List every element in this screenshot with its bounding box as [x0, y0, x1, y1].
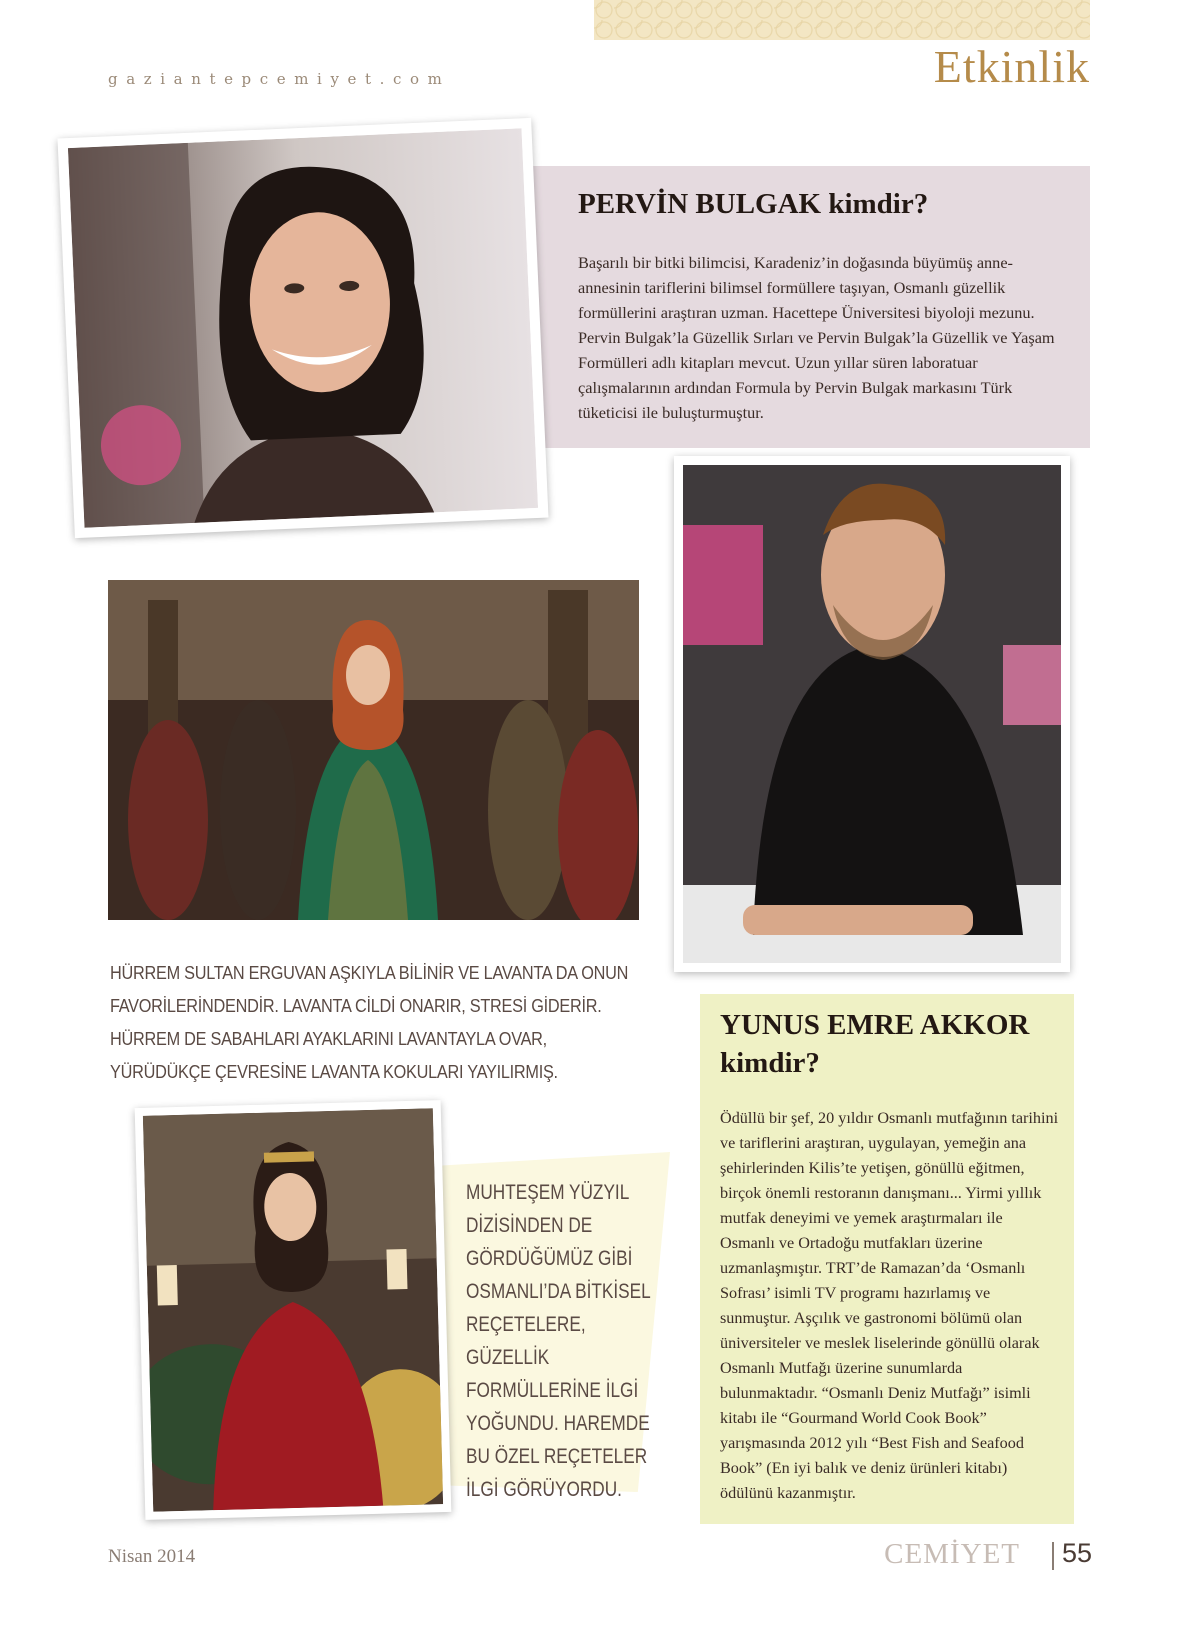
profile-box-yunus — [700, 994, 1074, 1524]
profile-text-pervin: Başarılı bir bitki bilimcisi, Karadeniz’in doğasında büyümüş anne-annesinin tariflerini bilimsel formüllere taşıyan, Osmanlı güzellik formüllerini araştıran uzman. Hacettepe Üniversitesi biyoloji mezunu. Pervin Bulgak’la Güzellik Sırları ve Pervin Bulgak’la Güzellik ve Yaşam Formülleri adlı kitapları mevcut. Uzun yıllar süren laboratuar çalışmalarının ardından Formula by Pervin Bulgak markasını Türk tüketicisi ile buluşturmuştur. — [578, 253, 1055, 422]
caption-hurrem: HÜRREM SULTAN ERGUVAN AŞKIYLA BİLİNİR VE LAVANTA DA ONUN FAVORİLERİNDENDİR. LAVANTA CİLDİ ONARIR, STRESİ GİDERİR. HÜRREM DE SABAHLARI AYAKLARINI LAVANTAYLA OVAR, YÜRÜDÜKÇE ÇEVRESİNE LAVANTA KOKULARI YAYILIRMIŞ. — [110, 962, 629, 1082]
site-url: gaziantepcemiyet.com — [108, 70, 451, 88]
photo-harem-woman — [135, 1100, 452, 1520]
caption-harem: MUHTEŞEM YÜZYIL DİZİSİNDEN DE GÖRDÜĞÜMÜZ GİBİ OSMANLI’DA BİTKİSEL REÇETELERE, GÜZELLİK FORMÜLLERİNE İLGİ YOĞUNDU. HAREMDE BU ÖZEL REÇETELER İLGİ GÖRÜYORDU. — [466, 1181, 651, 1501]
hurrem-scene-image — [108, 580, 639, 920]
portrait-woman-image — [68, 128, 538, 527]
portrait-man-image — [683, 465, 1061, 963]
profile-title-pervin: PERVİN BULGAK kimdir? — [578, 188, 929, 220]
photo-pervin-bulgak — [58, 118, 549, 538]
page-number: 55 — [1062, 1538, 1093, 1568]
photo-yunus-emre-akkor — [674, 456, 1070, 972]
photo-hurrem-scene — [108, 580, 639, 920]
profile-box-pervin — [530, 166, 1090, 448]
footer-brand: CEMİYET — [884, 1538, 1020, 1570]
profile-text-yunus: Ödüllü bir şef, 20 yıldır Osmanlı mutfağının tarihini ve tariflerini araştıran, uygulayan, yemeğin ana şehirlerinden Kilis’te yetişen, gönüllü eğitmen, birçok önemli restoranın danışmanı... Yirmi yıllık mutfak deneyimi ve yemek araştırmaları ile Osmanlı ve Ortadoğu mutfakları üzerine uzmanlaşmıştır. TRT’de Ramazan’da ‘Osmanlı Sofrası’ isimli TV programı hazırlamış ve sunmuştur. Aşçılık ve gastronomi bölümü olan üniversiteler ve meslek liselerinde gönüllü olarak Osmanlı Mutfağı üzerine sunumlarda bulunmaktadır. “Osmanlı Deniz Mutfağı” isimli kitabı ile “Gourmand World Cook Book” yarışmasında 2012 yılı “Best Fish and Seafood Book” (En iyi balık ve deniz ürünleri kitabı) ödülünü kazanmıştır. — [720, 1109, 1059, 1502]
header-ornament — [594, 0, 1090, 40]
harem-woman-image — [143, 1108, 443, 1511]
footer-date: Nisan 2014 — [108, 1546, 196, 1567]
section-title: Etkinlik — [933, 41, 1090, 92]
footer-divider — [1052, 1542, 1054, 1570]
profile-title-yunus: YUNUS EMRE AKKOR kimdir? — [720, 1009, 1030, 1079]
